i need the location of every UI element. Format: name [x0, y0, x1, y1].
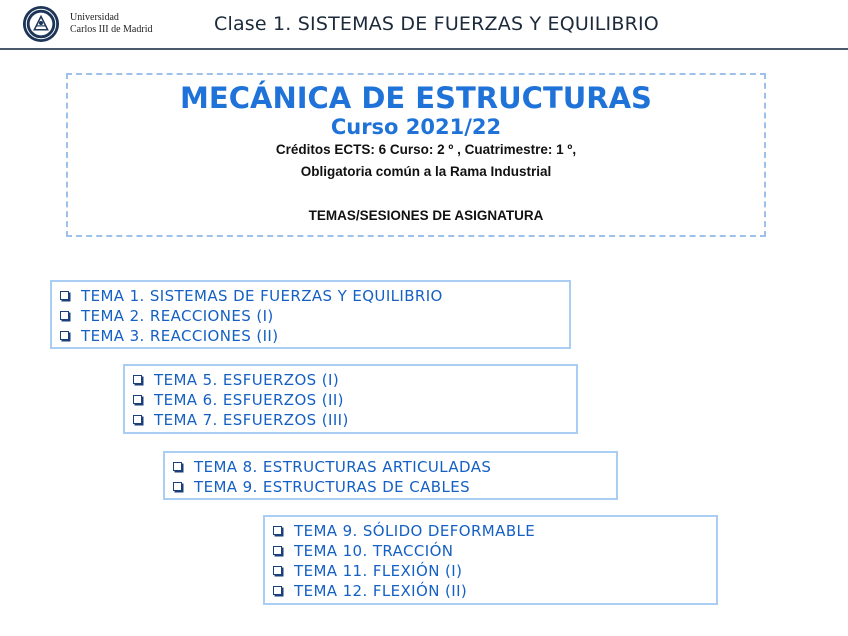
topic-item	[60, 286, 569, 306]
topic-item	[133, 410, 576, 430]
topic-item	[273, 561, 716, 581]
university-name-line1: Universidad	[70, 12, 119, 23]
topic-item	[60, 326, 569, 346]
course-title: MECÁNICA DE ESTRUCTURAS	[180, 81, 652, 115]
topic-item	[173, 457, 616, 477]
topic-item	[173, 477, 616, 497]
course-info-box	[66, 73, 766, 237]
slide-title: Clase 1. SISTEMAS DE FUERZAS Y EQUILIBRIO	[214, 13, 659, 35]
topic-label: TEMA 7. ESFUERZOS (III)	[154, 411, 349, 429]
university-logo-icon	[22, 5, 60, 43]
course-credits: Créditos ECTS: 6 Curso: 2 º , Cuatrimestre: 1 º,	[275, 142, 577, 157]
checkbox-bullet-icon	[273, 526, 282, 535]
topic-label: TEMA 11. FLEXIÓN (I)	[294, 562, 463, 580]
university-name	[70, 12, 152, 36]
topic-group-1	[50, 280, 571, 349]
checkbox-bullet-icon	[273, 566, 282, 575]
topic-item	[273, 581, 716, 601]
topic-item	[273, 541, 716, 561]
checkbox-bullet-icon	[173, 462, 182, 471]
topic-item	[60, 306, 569, 326]
checkbox-bullet-icon	[133, 415, 142, 424]
checkbox-bullet-icon	[133, 375, 142, 384]
topic-item	[133, 370, 576, 390]
header-divider	[0, 48, 848, 50]
topic-group-3	[163, 451, 618, 500]
topic-group-4	[263, 515, 718, 605]
topic-label: TEMA 6. ESFUERZOS (II)	[154, 391, 344, 409]
university-name-line2: Carlos III de Madrid	[70, 24, 153, 35]
topic-item	[273, 521, 716, 541]
course-year: Curso 2021/22	[330, 115, 502, 139]
topic-label: TEMA 1. SISTEMAS DE FUERZAS Y EQUILIBRIO	[81, 287, 443, 305]
topic-label: TEMA 2. REACCIONES (I)	[81, 307, 274, 325]
checkbox-bullet-icon	[60, 311, 69, 320]
checkbox-bullet-icon	[133, 395, 142, 404]
topic-label: TEMA 8. ESTRUCTURAS ARTICULADAS	[194, 458, 492, 476]
slide-header	[0, 0, 848, 48]
topic-label: TEMA 9. ESTRUCTURAS DE CABLES	[194, 478, 471, 496]
topic-item	[133, 390, 576, 410]
checkbox-bullet-icon	[60, 291, 69, 300]
checkbox-bullet-icon	[273, 546, 282, 555]
checkbox-bullet-icon	[273, 586, 282, 595]
topic-group-2	[123, 364, 578, 434]
topic-label: TEMA 5. ESFUERZOS (I)	[154, 371, 340, 389]
course-subtitle: TEMAS/SESIONES DE ASIGNATURA	[308, 208, 544, 223]
topic-label: TEMA 10. TRACCIÓN	[294, 542, 454, 560]
topic-label: TEMA 9. SÓLIDO DEFORMABLE	[294, 522, 536, 540]
course-type: Obligatoria común a la Rama Industrial	[300, 164, 552, 179]
topic-label: TEMA 3. REACCIONES (II)	[81, 327, 279, 345]
topic-label: TEMA 12. FLEXIÓN (II)	[294, 582, 468, 600]
checkbox-bullet-icon	[60, 331, 69, 340]
checkbox-bullet-icon	[173, 482, 182, 491]
